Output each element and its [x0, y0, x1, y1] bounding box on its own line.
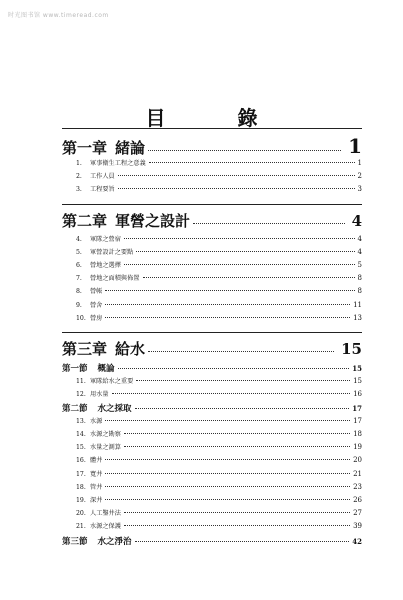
leader-dots	[105, 459, 350, 460]
section-number: 第一節	[62, 363, 88, 374]
leader-dots	[149, 162, 355, 163]
entry-number: 9.	[76, 301, 82, 309]
toc-entry	[62, 234, 362, 247]
chapter-number: 第二章	[62, 211, 108, 230]
leader-dots	[135, 541, 350, 542]
leader-dots	[124, 238, 355, 239]
leader-dots	[105, 499, 350, 500]
section-number: 第二節	[62, 404, 88, 415]
entry-number: 4.	[76, 235, 82, 243]
toc-entry	[62, 171, 362, 184]
leader-dots	[124, 264, 355, 265]
entry-title: 軍營設計之要點	[90, 248, 134, 256]
section-heading	[62, 402, 362, 416]
leader-dots	[105, 473, 350, 474]
leader-dots	[105, 304, 350, 305]
chapter-title: 給水	[115, 339, 146, 358]
page-number: 17	[353, 416, 362, 425]
toc-entry	[62, 389, 362, 402]
entry-number: 19.	[76, 496, 86, 504]
toc-entry	[62, 273, 362, 286]
entry-title: 水源	[90, 417, 103, 425]
toc-entry	[62, 313, 362, 326]
entry-number: 15.	[76, 444, 86, 452]
page-number: 13	[353, 313, 362, 322]
leader-dots	[118, 368, 350, 369]
entry-number: 10.	[76, 314, 86, 322]
page-number: 15	[353, 376, 362, 385]
entry-title: 營房	[90, 314, 103, 322]
leader-dots	[124, 446, 350, 447]
toc-entry	[62, 286, 362, 299]
entry-title: 工程要旨	[90, 186, 115, 194]
entry-number: 11.	[76, 377, 86, 385]
entry-title: 營地之面積與佈置	[90, 275, 140, 283]
chapter-title: 軍營之設計	[115, 211, 191, 230]
section-title: 概論	[97, 363, 115, 374]
entry-number: 13.	[76, 417, 86, 425]
chapter-number: 第三章	[62, 339, 108, 358]
entry-title: 寬井	[90, 470, 103, 478]
leader-dots	[124, 433, 350, 434]
leader-dots	[105, 317, 350, 318]
toc-entry	[62, 376, 362, 389]
leader-dots	[105, 290, 354, 291]
page-number: 5	[357, 260, 362, 269]
section-heading	[62, 535, 362, 549]
page-number: 8	[357, 274, 362, 283]
section-heading	[62, 362, 362, 376]
leader-dots	[135, 408, 350, 409]
entry-title: 營舍	[90, 301, 103, 309]
leader-dots	[143, 277, 355, 278]
toc-entry	[62, 455, 362, 468]
entry-title: 水源之保護	[90, 523, 121, 531]
leader-dots	[105, 486, 350, 487]
entry-number: 17.	[76, 470, 86, 478]
entry-number: 8.	[76, 288, 82, 296]
leader-dots	[118, 175, 355, 176]
entry-number: 18.	[76, 483, 86, 491]
page-number: 8	[357, 287, 362, 296]
page-title: 目 錄	[145, 106, 284, 130]
chapter-heading	[62, 128, 362, 158]
toc-entry	[62, 521, 362, 534]
chapter-heading	[62, 204, 362, 234]
entry-title: 軍事衛生工程之意義	[90, 160, 146, 167]
page-number: 17	[352, 404, 362, 414]
leader-dots	[105, 420, 350, 421]
leader-dots	[136, 380, 350, 381]
entry-title: 工作人員	[90, 173, 115, 181]
page-number: 15	[341, 339, 362, 358]
page-number: 42	[352, 536, 362, 546]
entry-title: 軍隊給水之重要	[90, 377, 134, 385]
page-number: 26	[353, 495, 362, 504]
page-number: 21	[353, 469, 362, 478]
page-number: 18	[353, 430, 362, 439]
entry-title: 水源之勘察	[90, 431, 121, 439]
page-number: 23	[353, 482, 362, 491]
leader-dots	[118, 188, 355, 189]
entry-number: 21.	[76, 523, 86, 531]
table-of-contents	[62, 128, 362, 548]
section-title: 水之採取	[97, 404, 132, 415]
leader-dots	[124, 512, 350, 513]
leader-dots	[193, 223, 345, 224]
entry-number: 7.	[76, 275, 82, 283]
entry-number: 12.	[76, 390, 86, 398]
entry-number: 6.	[76, 261, 82, 269]
leader-dots	[124, 525, 350, 526]
toc-entry	[62, 158, 362, 171]
toc-entry	[62, 247, 362, 260]
entry-title: 營地之選擇	[90, 261, 121, 269]
page-number: 1	[348, 134, 362, 158]
entry-title: 用水量	[90, 390, 109, 398]
entry-number: 5.	[76, 248, 82, 256]
entry-number: 2.	[76, 173, 82, 181]
entry-title: 軍隊之營宿	[90, 235, 121, 243]
entry-number: 3.	[76, 186, 82, 194]
page-number: 11	[353, 300, 362, 309]
entry-title: 深井	[90, 496, 103, 504]
entry-title: 營帳	[90, 288, 103, 296]
page-number: 4	[357, 234, 362, 243]
entry-number: 1.	[76, 160, 82, 167]
toc-entry	[62, 300, 362, 313]
chapter-title: 緒論	[115, 139, 146, 157]
page-number: 3	[357, 185, 362, 194]
toc-entry	[62, 260, 362, 273]
entry-title: 管井	[90, 483, 103, 491]
entry-title: 體井	[90, 457, 103, 465]
leader-dots	[112, 393, 351, 394]
watermark-text: 时光图书馆 www.timeread.com	[8, 12, 109, 19]
leader-dots	[148, 351, 334, 352]
toc-entry	[62, 469, 362, 482]
toc-entry	[62, 442, 362, 455]
page-number: 15	[352, 363, 362, 373]
toc-entry	[62, 482, 362, 495]
page-number: 39	[353, 522, 362, 531]
page-number: 4	[357, 247, 362, 256]
leader-dots	[148, 150, 341, 151]
toc-entry	[62, 508, 362, 521]
entry-title: 人工鑿井法	[90, 510, 121, 518]
section-title: 水之淨治	[97, 536, 132, 547]
chapter-number: 第一章	[62, 139, 108, 157]
section-number: 第三節	[62, 536, 88, 547]
toc-entry	[62, 429, 362, 442]
page-number: 19	[353, 443, 362, 452]
page-number: 20	[353, 456, 362, 465]
leader-dots	[136, 251, 354, 252]
page-number: 16	[353, 389, 362, 398]
toc-entry	[62, 416, 362, 429]
entry-number: 16.	[76, 457, 86, 465]
toc-entry	[62, 495, 362, 508]
entry-number: 14.	[76, 431, 86, 439]
page-number: 2	[357, 172, 362, 181]
chapter-heading	[62, 332, 362, 362]
page-number: 4	[351, 211, 362, 230]
entry-title: 水量之測算	[90, 444, 121, 452]
page-number: 1	[357, 159, 362, 167]
entry-number: 20.	[76, 510, 86, 518]
toc-entry	[62, 184, 362, 197]
page-number: 27	[353, 509, 362, 518]
